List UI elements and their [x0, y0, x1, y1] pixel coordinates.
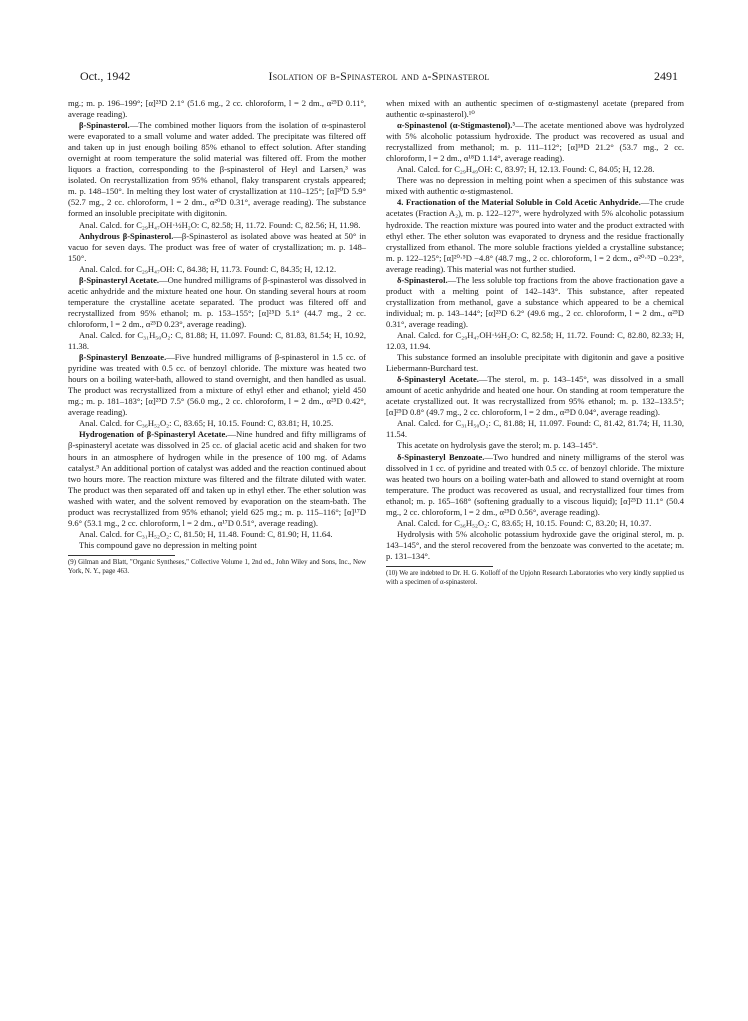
paragraph-text: —Five hundred milligrams of β-spinasterol in 1.5 cc. of pyridine was treated with 0.5 cc. of benzoyl chloride. The mixture was heated two hours on a boiling water-bath, allowed to stand overnight, and then handled as usual. The product was recrystallized from a mixture of ethyl ether and ethanol; yield 450 mg.; m. p. 181–183°; [α]²⁵D 7.5° (56.0 mg., 2 cc. chloroform, l = 2 dm., α²⁵D 0.42°, average reading). — [68, 352, 366, 418]
left-column — [68, 98, 366, 576]
section-heading: δ-Spinasterol. — [397, 274, 448, 285]
section-heading: Hydrogenation of β-Spinasteryl Acetate. — [79, 429, 228, 440]
paragraph — [68, 352, 366, 418]
paragraph — [386, 452, 684, 518]
paragraph-text: ⁵—The acetate mentioned above was hydrolyzed with 5% alcoholic potassium hydroxide. The product was recovered as usual and recrystallized from methanol; m. p. 111–112°; [α]¹⁸D 21.2° (53.7 mg., 2 cc. chloroform, l = 2 dm., α¹⁸D 1.14°, average reading). — [386, 120, 684, 164]
analysis-paragraph: Anal. Calcd. for C₂₉H₄₇OH: C, 84.38; H, 11.73. Found: C, 84.35; H, 12.12. — [79, 263, 337, 274]
paragraph: There was no depression in melting point when a specimen of this substance was mixed with authentic α-stigmastenol. — [386, 175, 684, 197]
paragraph — [386, 275, 684, 330]
analysis-paragraph: Anal. Calcd. for C₂₉H₄₇OH·½H₂O: C, 82.58; H, 11.72. Found: C, 82.56; H, 11.98. — [79, 219, 361, 230]
section-heading: δ-Spinasteryl Acetate. — [397, 374, 479, 385]
section-heading: 4. Fractionation of the Material Soluble in Cold Acetic Anhydride. — [397, 197, 641, 208]
paragraph: This acetate on hydrolysis gave the sterol; m. p. 143–145°. — [397, 440, 598, 451]
section-heading: δ-Spinasteryl Benzoate. — [397, 451, 485, 462]
section-heading: β-Spinasteryl Acetate. — [79, 274, 160, 285]
paragraph — [386, 120, 684, 164]
analysis-paragraph: Anal. Calcd. for C₂₉H₄₇OH·½H₂O: C, 82.58; H, 11.72. Found: C, 82.80, 82.33; H, 12.03, 11.94. — [386, 329, 684, 352]
paragraph: Hydrolysis with 5% alcoholic potassium hydroxide gave the original sterol, m. p. 143–145°, and the sterol recovered from the benzoate was converted to the acetate; m. p. 131–134°. — [386, 528, 684, 561]
paragraph — [68, 429, 366, 528]
analysis-paragraph: Anal. Calcd. for C₃₆H₅₂O₂: C, 83.65; H, 10.15. Found: C, 83.81; H, 10.25. — [79, 418, 334, 429]
paragraph-text: —The combined mother liquors from the isolation of α-spinasterol were evaporated to a small volume and water added. The precipitate was filtered off and taken up in just enough boiling 85% ethanol to effect solution. After standing overnight at room temperature the solid material was filtered off. From the mother liquors a fraction, corresponding to the β-spinasterol of Heyl and Larsen,³ was isolated. On recrystallization from 95% ethanol, flaky transparent crystals appeared; m. p. 148–150°. In melting they lost water of crystallization at 110–125°; [α]²⁰D 5.9° (52.7 mg., 2 cc. chloroform, l = 2 dm., α²⁰D 0.31°, average reading). The substance formed an insoluble precipitate with digitonin. — [68, 120, 366, 219]
paragraph — [68, 231, 366, 264]
page-number: 2491 — [654, 69, 678, 83]
paragraph-text: —The less soluble top fractions from the above fractionation gave a product with a melting point of 142–143°. This substance, after repeated crystallization from methanol, gave a substance which appeared to be a chemical individual; m. p. 143–144°; [α]²⁵D 6.2° (49.6 mg., 2 cc. chloroform, l = 2 dm., α²⁵D 0.31°, average reading). — [386, 274, 684, 329]
analysis-paragraph: Anal. Calcd. for C₃₁H₅₂O₂: C, 81.50; H, 11.48. Found: C, 81.90; H, 11.64. — [79, 528, 333, 539]
paragraph — [386, 197, 684, 274]
section-heading: Anhydrous β-Spinasterol. — [79, 230, 174, 241]
footnote-divider — [68, 555, 175, 556]
paragraph: when mixed with an authentic specimen of α-stigmastenyl acetate (prepared from authentic α-spinasterol).¹⁰ — [386, 98, 684, 120]
footnote-divider — [386, 566, 493, 567]
paragraph: This compound gave no depression in melting point — [79, 539, 257, 550]
paragraph — [68, 120, 366, 219]
paragraph-text: —Two hundred and ninety milligrams of the sterol was dissolved in 1 cc. of pyridine and treated with 0.5 cc. of benzoyl chloride. The mixture was heated two hours on a boiling water-bath and allowed to stand overnight at room temperature. The product was recovered as usual, and recrystallized four times from ethanol; m. p. 165–168° (softening gradually to a viscous liquid); [α]²⁵D 11.1° (50.4 mg., 2 cc. chloroform, l = 2 dm., α²⁵D 0.56°, average reading). — [386, 451, 684, 517]
paragraph — [386, 374, 684, 418]
section-heading: β-Spinasterol. — [79, 120, 130, 131]
issue-date: Oct., 1942 — [80, 69, 131, 83]
analysis-paragraph: Anal. Calcd. for C₃₁H₅₀O₂: C, 81.88; H, 11.097. Found: C, 81.83, 81.54; H, 10.92, 11.38. — [68, 329, 366, 352]
running-title: Isolation of β-Spinasterol and δ-Spinasterol — [268, 69, 490, 83]
paragraph — [68, 275, 366, 330]
paragraph-text: —Nine hundred and fifty milligrams of β-spinasteryl acetate was dissolved in 25 cc. of glacial acetic acid and shaken for two hours in an atmosphere of hydrogen while in the presence of 100 mg. of Adams catalyst.⁹ An additional portion of catalyst was added and the reaction continued about two hours more. The reaction mixture was filtered and the filtrate diluted with water. The product was then separated off and taken up in ethyl ether. The ether solution was washed with water, and the solvent removed by evaporation on the steam-bath. The product was recrystallized from 95% ethanol; yield 625 mg.; m. p. 115–116°; [α]¹⁷D 9.6° (53.1 mg., 2 cc. chloroform, l = 2 dm., α¹⁷D 0.51°, average reading). — [68, 429, 366, 528]
paragraph: This substance formed an insoluble precipitate with digitonin and gave a positive Liebermann-Burchard test. — [386, 352, 684, 374]
running-header — [80, 68, 678, 84]
section-heading: β-Spinasteryl Benzoate. — [79, 352, 167, 363]
analysis-paragraph: Anal. Calcd. for C₂₉H₄₉OH: C, 83.97; H, 12.13. Found: C, 84.05; H, 12.28. — [397, 164, 655, 175]
analysis-paragraph: Anal. Calcd. for C₃₁H₅₀O₂: C, 81.88; H, 11.097. Found: C, 81.42, 81.74; H, 11.30, 11.54. — [386, 418, 684, 440]
paragraph-text: —The sterol, m. p. 143–145°, was dissolved in a small amount of acetic anhydride and heated one hour. On standing at room temperature the acetate crystallized out. It was recrystallized from 95% ethanol; m. p. 132–133.5°; [α]²⁵D 0.8° (49.7 mg., 2 cc. chloroform, l = 2 dm., α²⁵D 0.04°, average reading). — [386, 374, 684, 418]
paragraph-text: —One hundred milligrams of β-spinasterol was dissolved in acetic anhydride and the mixture heated one hour. On standing several hours at room temperature the crystalline acetate separated. The product was filtered off and recrystallized from 95% ethanol; m. p. 153–155°; [α]²⁵D 5.1° (44.7 mg., 2 cc. chloroform, l = 2 dm., α²⁵D 0.23°, average reading). — [68, 274, 366, 329]
right-column — [386, 98, 684, 587]
paragraph-text: —β-Spinasterol as isolated above was heated at 50° in vacuo for seven days. The product was free of water of crystallization; m. p. 148–150°. — [68, 230, 366, 263]
section-heading: α-Spinastenol (α-Stigmastenol). — [397, 120, 513, 131]
paragraph-text: —The crude acetates (Fraction A₂), m. p. 122–127°, were hydrolyzed with 5% alcoholic potassium hydroxide. The reaction mixture was poured into water and the product extracted with ethyl ether. The ether soluton was evaporated to dryness and the residue fractionally crystallized from ethanol. The more soluble fractions yielded a crystalline substance; m. p. 122–125°; [α]²⁰·⁵D −4.8° (48.7 mg., 2 cc. chloroform, l = 2 dcm., α²⁰·⁵D −0.23°, average reading). This material was not further studied. — [386, 197, 685, 274]
analysis-paragraph: Anal. Calcd. for C₃₆H₅₂O₂: C, 83.65; H, 10.15. Found: C, 83.20; H, 10.37. — [397, 517, 652, 528]
footnote: (10) We are indebted to Dr. H. G. Kolloff of the Upjohn Research Laboratories who very kindly supplied us with a specimen of α-spinasterol. — [386, 569, 684, 586]
footnote: (9) Gilman and Blatt, "Organic Syntheses," Collective Volume 1, 2nd ed., John Wiley and Sons, Inc., New York, N. Y., page 463. — [68, 558, 366, 575]
paragraph: mg.; m. p. 196–199°; [α]²⁵D 2.1° (51.6 mg., 2 cc. chloroform, l = 2 dm., α²⁵D 0.11°, average reading). — [68, 98, 366, 120]
